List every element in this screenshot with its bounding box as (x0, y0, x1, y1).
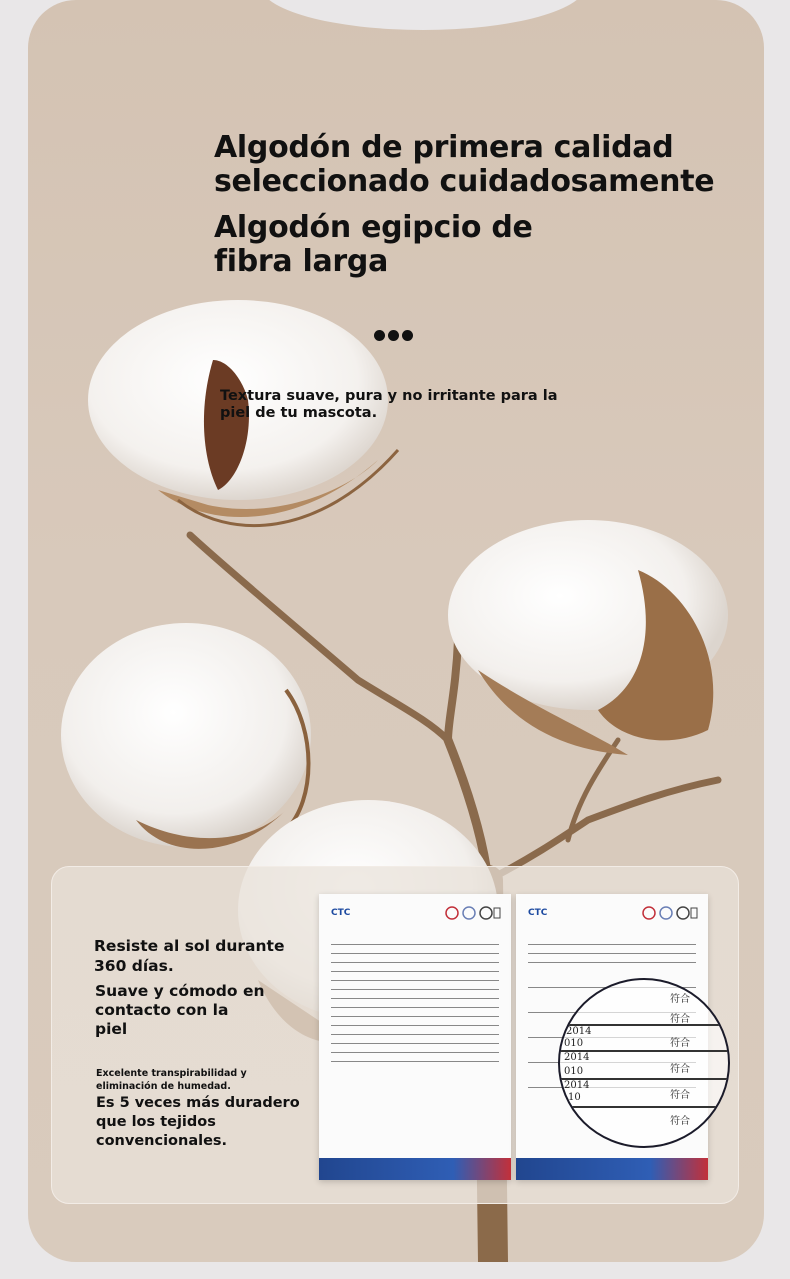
result-text: 符合 (670, 1064, 690, 1075)
result-text: 符合 (670, 1038, 690, 1049)
result-text: 符合 (670, 1116, 690, 1127)
report-logo: CTC (528, 908, 548, 918)
magnifier-circle (558, 978, 730, 1148)
report-logo: CTC (331, 908, 351, 918)
headline-line-2: seleccionado cuidadosamente (214, 164, 715, 199)
magnified-value: 2014 (564, 1080, 590, 1091)
headline-egyptian (214, 211, 533, 279)
headline-line-1: Algodón de primera calidad (214, 130, 674, 165)
report-table (331, 930, 499, 1062)
report-footer (319, 1158, 511, 1180)
feature-soft: Suave y cómodo en contacto con la piel (95, 982, 265, 1038)
certification-seals-icon (445, 906, 501, 920)
feature-sun: Resiste al sol durante 360 días. (94, 937, 285, 975)
test-report-1 (319, 894, 511, 1180)
result-text: 符合 (670, 994, 690, 1005)
certification-seals-icon (642, 906, 698, 920)
report-footer (516, 1158, 708, 1180)
magnified-value: 010 (564, 1038, 584, 1049)
subheading-text: Textura suave, pura y no irritante para la piel de tu mascota. (220, 387, 558, 421)
feature-durability: Es 5 veces más duradero que los tejidos convencionales. (96, 1095, 300, 1149)
magnified-value: 2014 (564, 1052, 590, 1063)
magnified-value: 2014 (566, 1026, 592, 1037)
cotton-boll-right (438, 510, 758, 770)
result-text: 符合 (670, 1090, 690, 1101)
magnified-value: 010 (564, 1066, 584, 1077)
result-text: 符合 (670, 1014, 690, 1025)
headline-line-4: fibra larga (214, 244, 389, 279)
ellipsis-icon (374, 325, 416, 346)
headline-premium (214, 131, 714, 199)
magnified-value: 10 (568, 1092, 581, 1103)
headline-line-3: Algodón egipcio de (214, 210, 533, 245)
feature-breathability: Excelente transpirabilidad y eliminación de humedad. (96, 1068, 247, 1092)
